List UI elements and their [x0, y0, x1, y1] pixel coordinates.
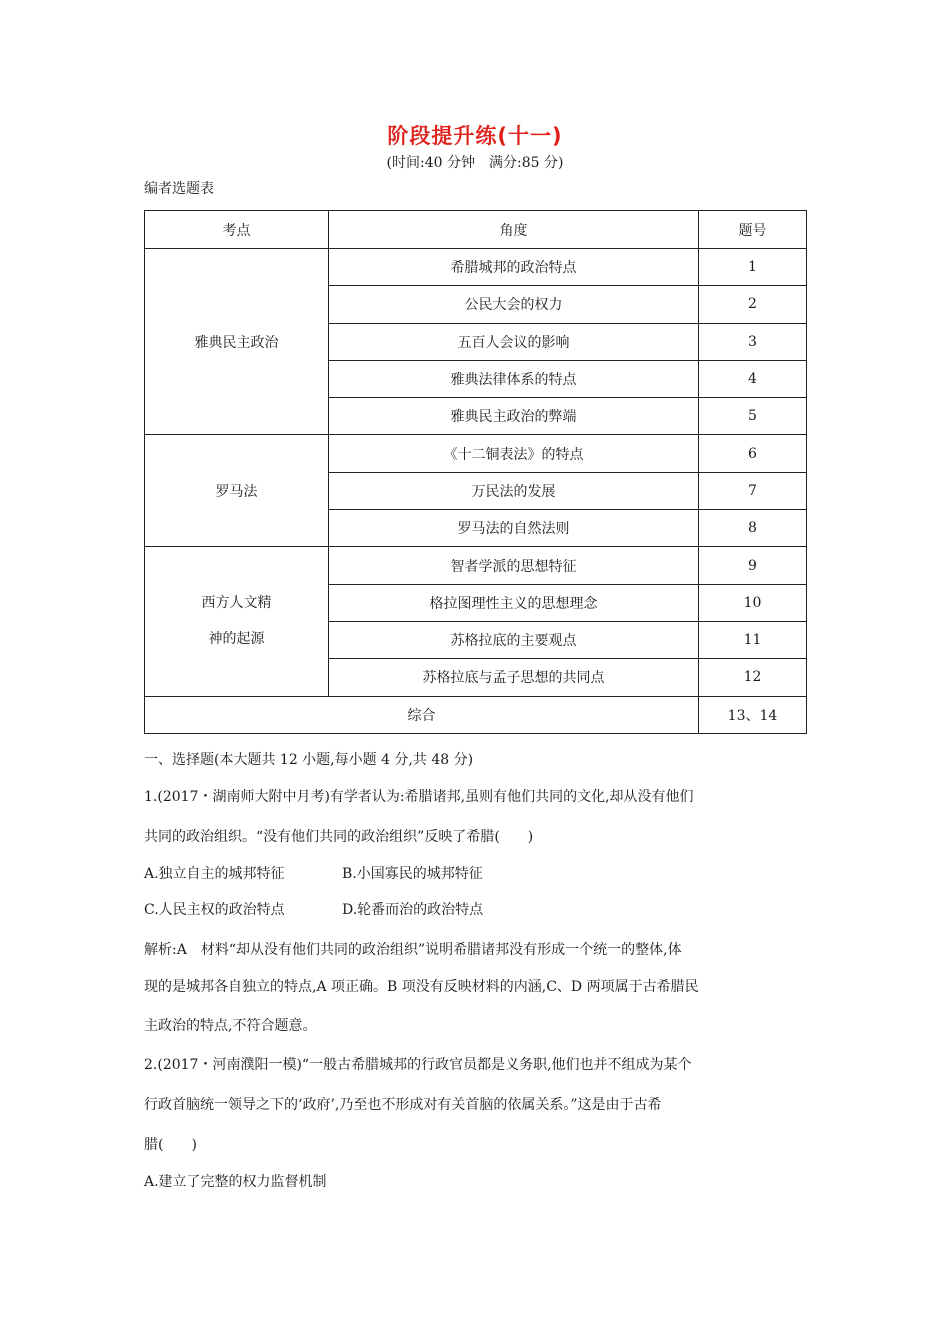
header-topic: 考点	[145, 211, 329, 249]
question-2-line: 行政首脑统一领导之下的‘政府’,乃至也不形成对有关首脑的依属关系。”这是由于古希	[144, 1097, 662, 1113]
option-d: D.轮番而治的政治特点	[342, 902, 484, 918]
number-cell: 3	[699, 323, 807, 360]
summary-label: 综合	[145, 696, 699, 733]
table-header-row	[145, 211, 807, 249]
topic-cell	[145, 547, 329, 696]
topic-line: 西方人文精	[201, 595, 272, 612]
header-angle: 角度	[329, 211, 699, 249]
angle-cell: 希腊城邦的政治特点	[329, 249, 699, 286]
question-1-line: 共同的政治组织。“没有他们共同的政治组织”反映了希腊( )	[144, 829, 534, 845]
angle-cell: 公民大会的权力	[329, 286, 699, 323]
option-a: A.建立了完整的权力监督机制	[144, 1174, 327, 1190]
number-cell: 8	[699, 510, 807, 547]
analysis-line: 解析:A 材料“却从没有他们共同的政治组织”说明希腊诸邦没有形成一个统一的整体,体	[144, 942, 682, 958]
summary-row	[145, 696, 807, 733]
number-cell: 6	[699, 435, 807, 472]
angle-cell: 苏格拉底的主要观点	[329, 621, 699, 658]
option-c: C.人民主权的政治特点	[144, 902, 285, 918]
header-number: 题号	[699, 211, 807, 249]
question-1-line: 1.(2017・湖南师大附中月考)有学者认为:希腊诸邦,虽则有他们共同的文化,却从没有他们	[144, 789, 694, 805]
question-1-options-row	[144, 864, 814, 884]
page-subtitle: (时间:40 分钟 满分:85 分)	[386, 155, 564, 171]
topic-cell: 雅典民主政治	[145, 249, 329, 435]
angle-cell: 智者学派的思想特征	[329, 547, 699, 584]
number-cell: 5	[699, 398, 807, 435]
question-2-line: 2.(2017・河南濮阳一模)“一般古希腊城邦的行政官员都是义务职,他们也并不组成为某个	[144, 1057, 692, 1073]
angle-cell: 苏格拉底与孟子思想的共同点	[329, 659, 699, 696]
number-cell: 11	[699, 621, 807, 658]
angle-cell: 万民法的发展	[329, 472, 699, 509]
angle-cell: 《十二铜表法》的特点	[329, 435, 699, 472]
topic-cell: 罗马法	[145, 435, 329, 547]
option-b: B.小国寡民的城邦特征	[342, 866, 483, 882]
number-cell: 1	[699, 249, 807, 286]
option-a: A.独立自主的城邦特征	[144, 866, 285, 882]
angle-cell: 五百人会议的影响	[329, 323, 699, 360]
table-row	[145, 435, 807, 472]
topic-line: 神的起源	[208, 631, 265, 648]
number-cell: 9	[699, 547, 807, 584]
section-heading: 一、选择题(本大题共 12 小题,每小题 4 分,共 48 分)	[144, 752, 474, 768]
page-title: 阶段提升练(十一)	[387, 124, 563, 148]
question-2-line: 腊( )	[144, 1137, 197, 1153]
angle-cell: 罗马法的自然法则	[329, 510, 699, 547]
question-1-options-row	[144, 900, 814, 920]
number-cell: 10	[699, 584, 807, 621]
number-cell: 4	[699, 360, 807, 397]
table-row	[145, 547, 807, 584]
number-cell: 2	[699, 286, 807, 323]
angle-cell: 雅典民主政治的弊端	[329, 398, 699, 435]
analysis-line: 现的是城邦各自独立的特点,A 项正确。B 项没有反映材料的内涵,C、D 两项属于古希腊民	[144, 979, 699, 995]
angle-cell: 格拉图理性主义的思想理念	[329, 584, 699, 621]
summary-number: 13、14	[699, 696, 807, 733]
number-cell: 7	[699, 472, 807, 509]
number-cell: 12	[699, 659, 807, 696]
topic-table	[144, 210, 807, 734]
table-row	[145, 249, 807, 286]
table-caption: 编者选题表	[144, 181, 214, 197]
analysis-line: 主政治的特点,不符合题意。	[144, 1018, 317, 1034]
angle-cell: 雅典法律体系的特点	[329, 360, 699, 397]
